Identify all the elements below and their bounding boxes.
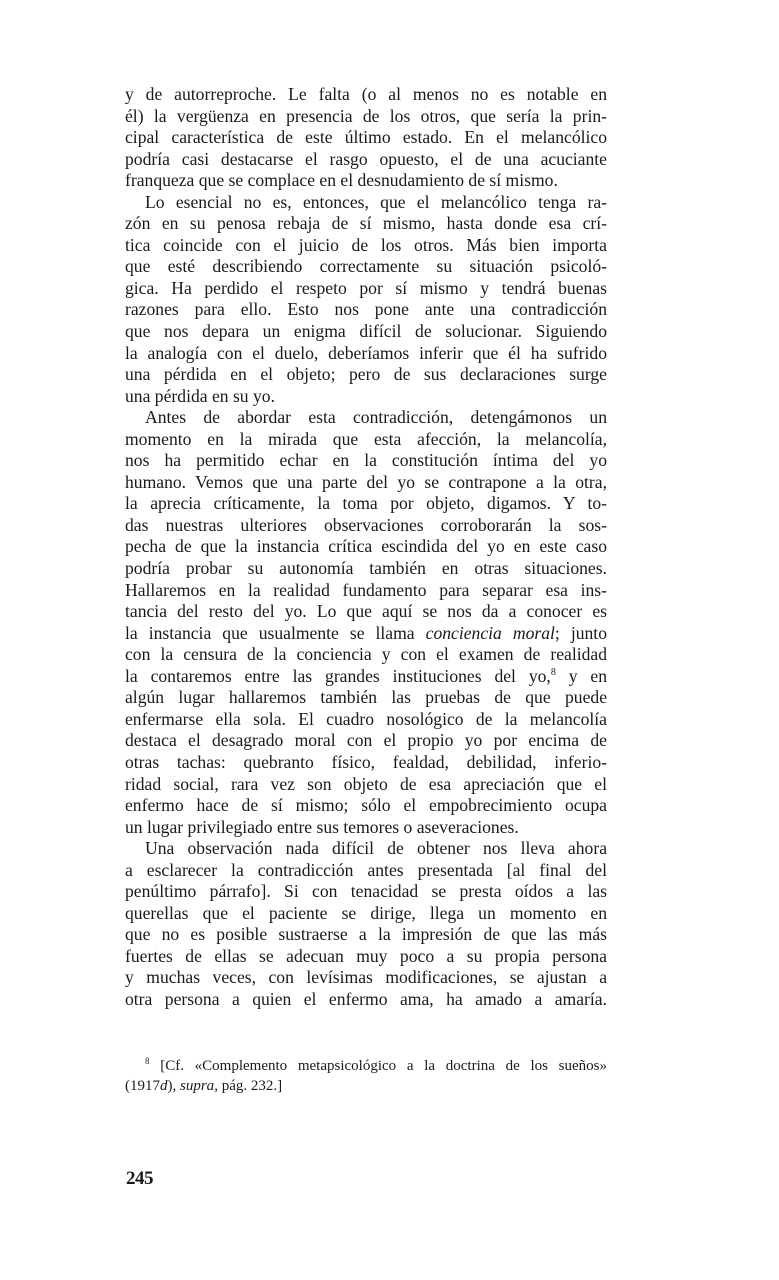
italic-text: d bbox=[160, 1078, 168, 1094]
text-segment: él) la vergüenza en presencia de los otros, que sería la prin- bbox=[125, 105, 607, 126]
text-line bbox=[125, 278, 607, 300]
text-segment: la analogía con el duelo, deberíamos inferir que él ha sufrido bbox=[125, 342, 607, 363]
text-segment: razones para ello. Esto nos pone ante una contradicción bbox=[125, 299, 607, 320]
text-segment: ; junto bbox=[554, 622, 607, 643]
text-line bbox=[125, 817, 607, 839]
text-line bbox=[125, 580, 607, 602]
text-line bbox=[125, 192, 607, 214]
italic-text: conciencia moral bbox=[425, 622, 555, 643]
text-segment: con la censura de la conciencia y con el examen de realidad bbox=[125, 644, 607, 665]
text-segment: tancia del resto del yo. Lo que aquí se nos da a conocer es bbox=[125, 601, 607, 622]
text-line bbox=[125, 946, 607, 968]
text-line bbox=[125, 256, 607, 278]
text-segment: la instancia que usualmente se llama bbox=[125, 622, 426, 643]
text-segment: una pérdida en el objeto; pero de sus declaraciones surge bbox=[125, 364, 607, 385]
text-segment: que no es posible sustraerse a la impresión de que las más bbox=[125, 924, 607, 945]
text-line bbox=[125, 989, 607, 1011]
text-line bbox=[125, 84, 607, 106]
page-number: 245 bbox=[126, 1168, 153, 1189]
text-line bbox=[125, 343, 607, 365]
text-segment: la aprecia críticamente, la toma por objeto, digamos. Y to- bbox=[125, 493, 607, 514]
text-segment: franqueza que se complace en el desnudamiento de sí mismo. bbox=[125, 170, 558, 191]
text-line bbox=[125, 601, 607, 623]
text-segment: algún lugar hallaremos también las pruebas de que puede bbox=[125, 687, 607, 708]
text-line bbox=[125, 299, 607, 321]
text-line bbox=[125, 795, 607, 817]
body-text bbox=[125, 84, 607, 1011]
text-line bbox=[125, 170, 607, 192]
text-line bbox=[125, 730, 607, 752]
text-line bbox=[125, 924, 607, 946]
text-segment: otra persona a quien el enfermo ama, ha amado a amaría. bbox=[125, 988, 607, 1009]
text-segment: cipal característica de este último estado. En el melancólico bbox=[125, 127, 607, 148]
text-segment: fuertes de ellas se adecuan muy poco a su propia persona bbox=[125, 945, 607, 966]
text-line bbox=[125, 967, 607, 989]
text-segment: destaca el desagrado moral con el propio yo por encima de bbox=[125, 730, 607, 751]
text-segment: a esclarecer la contradicción antes presentada [al final del bbox=[125, 859, 607, 880]
text-segment: tica coincide con el juicio de los otros. Más bien importa bbox=[125, 234, 607, 255]
text-segment: Hallaremos en la realidad fundamento para separar esa ins- bbox=[125, 579, 607, 600]
text-line bbox=[125, 106, 607, 128]
text-segment: la contaremos entre las grandes instituciones del yo, bbox=[125, 665, 551, 686]
text-line bbox=[125, 364, 607, 386]
text-line bbox=[125, 1056, 607, 1076]
text-segment: ridad social, rara vez son objeto de esa apreciación que el bbox=[125, 773, 607, 794]
text-segment: podría probar su autonomía también en otras situaciones. bbox=[125, 558, 607, 579]
text-line bbox=[125, 903, 607, 925]
text-line bbox=[125, 321, 607, 343]
text-segment: Antes de abordar esta contradicción, detengámonos un bbox=[145, 407, 607, 428]
text-segment: pecha de que la instancia crítica escindida del yo en este caso bbox=[125, 536, 607, 557]
text-line bbox=[125, 407, 607, 429]
text-line bbox=[125, 515, 607, 537]
text-segment: , pág. 232.] bbox=[214, 1078, 283, 1094]
text-segment: (1917 bbox=[125, 1078, 160, 1094]
text-line bbox=[125, 623, 607, 645]
text-segment: querellas que el paciente se dirige, llega un momento en bbox=[125, 902, 607, 923]
text-segment: que esté describiendo correctamente su situación psicoló- bbox=[125, 256, 607, 277]
text-segment: nos ha permitido echar en la constitución íntima del yo bbox=[125, 450, 607, 471]
text-segment: que nos depara un enigma difícil de solucionar. Siguiendo bbox=[125, 321, 607, 342]
text-line bbox=[125, 1076, 607, 1096]
text-line bbox=[125, 429, 607, 451]
text-segment: y en bbox=[555, 665, 607, 686]
text-line bbox=[125, 881, 607, 903]
text-line bbox=[125, 558, 607, 580]
text-segment: Una observación nada difícil de obtener nos lleva ahora bbox=[145, 838, 607, 859]
text-segment: zón en su penosa rebaja de sí mismo, hasta donde esa crí- bbox=[125, 213, 607, 234]
text-line bbox=[125, 687, 607, 709]
italic-text: supra bbox=[180, 1078, 215, 1094]
text-line bbox=[125, 127, 607, 149]
text-segment: das nuestras ulteriores observaciones corroborarán la sos- bbox=[125, 514, 607, 535]
footnote bbox=[125, 1056, 607, 1096]
text-segment: enfermarse ella sola. El cuadro nosológico de la melancolía bbox=[125, 708, 607, 729]
text-line bbox=[125, 752, 607, 774]
text-line bbox=[125, 536, 607, 558]
text-line bbox=[125, 774, 607, 796]
paragraph bbox=[125, 84, 607, 192]
paragraph bbox=[125, 407, 607, 838]
text-segment: y muchas veces, con levísimas modificaciones, se ajustan a bbox=[125, 967, 607, 988]
footnote-marker: 8 bbox=[550, 666, 556, 678]
text-segment: una pérdida en su yo. bbox=[125, 385, 275, 406]
text-segment: otras tachas: quebranto físico, fealdad, debilidad, inferio- bbox=[125, 751, 607, 772]
text-segment: penúltimo párrafo]. Si con tenacidad se presta oídos a las bbox=[125, 881, 607, 902]
text-line bbox=[125, 149, 607, 171]
paragraph bbox=[125, 192, 607, 407]
footnote-marker: 8 bbox=[145, 1056, 150, 1066]
text-segment: Lo esencial no es, entonces, que el melancólico tenga ra- bbox=[145, 191, 607, 212]
text-segment: [Cf. «Complemento metapsicológico a la doctrina de los sueños» bbox=[149, 1058, 607, 1074]
text-segment: momento en la mirada que esta afección, la melancolía, bbox=[125, 428, 607, 449]
text-segment: podría casi destacarse el rasgo opuesto, el de una acuciante bbox=[125, 148, 607, 169]
text-segment: un lugar privilegiado entre sus temores o aseveraciones. bbox=[125, 816, 519, 837]
text-line bbox=[125, 838, 607, 860]
text-line bbox=[125, 666, 607, 688]
text-segment: gica. Ha perdido el respeto por sí mismo y tendrá buenas bbox=[125, 277, 607, 298]
text-line bbox=[125, 493, 607, 515]
text-line bbox=[125, 860, 607, 882]
text-line bbox=[125, 386, 607, 408]
text-segment: ), bbox=[167, 1078, 180, 1094]
text-segment: humano. Vemos que una parte del yo se contrapone a la otra, bbox=[125, 471, 607, 492]
paragraph bbox=[125, 838, 607, 1010]
text-line bbox=[125, 644, 607, 666]
text-line bbox=[125, 213, 607, 235]
text-segment: y de autorreproche. Le falta (o al menos no es notable en bbox=[125, 84, 607, 104]
text-line bbox=[125, 709, 607, 731]
text-segment: enfermo hace de sí mismo; sólo el empobrecimiento ocupa bbox=[125, 795, 607, 816]
text-line bbox=[125, 450, 607, 472]
text-line bbox=[125, 235, 607, 257]
text-line bbox=[125, 472, 607, 494]
